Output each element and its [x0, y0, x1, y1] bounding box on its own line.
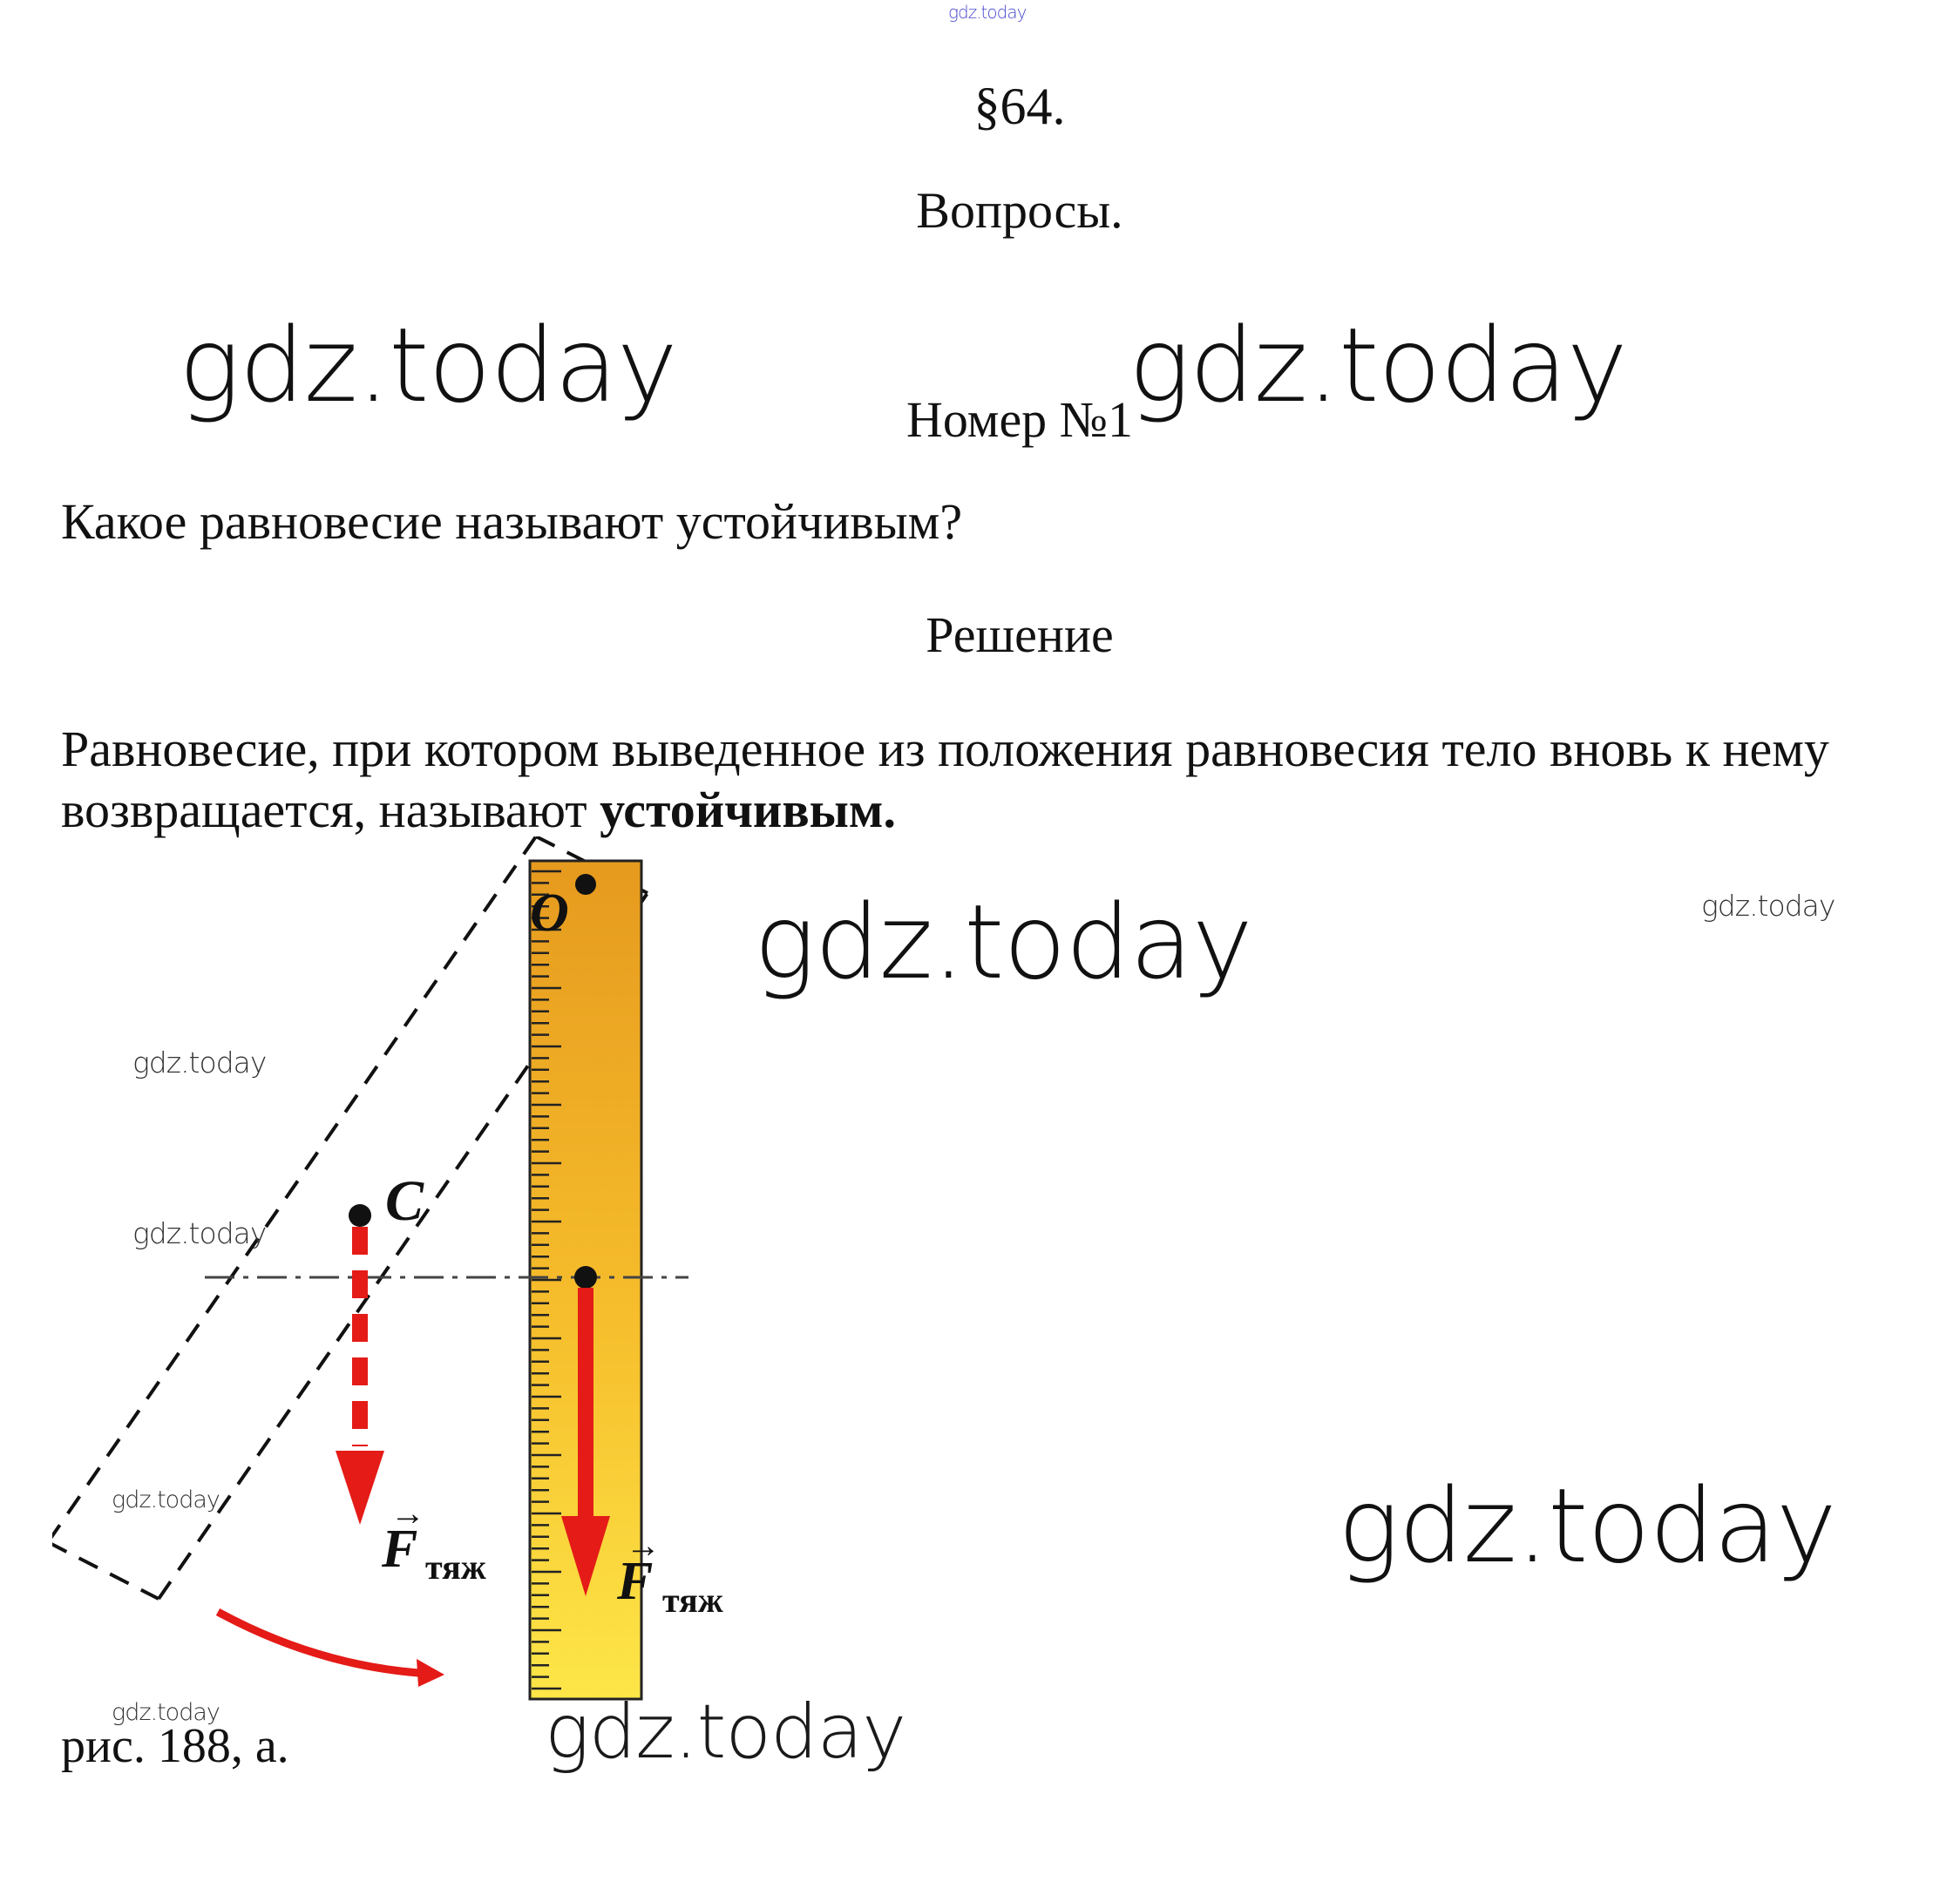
watermark-8: gdz.today [1338, 1466, 1836, 1586]
rotation-arrow [218, 1612, 418, 1673]
pivot-point [575, 874, 596, 895]
watermark-3: gdz.today [754, 882, 1252, 1002]
gravity-arrow-displaced [336, 1227, 384, 1525]
question-text: Какое равновесие называют устойчивым? [61, 493, 963, 550]
force-label-displaced: F [382, 1520, 418, 1579]
watermark-4: gdz.today [1701, 889, 1835, 923]
force-subscript-displaced: тяж [425, 1547, 486, 1587]
force-vector-mark: → [626, 1526, 661, 1565]
answer-bold: устойчивым. [600, 782, 896, 838]
force-label: F [617, 1552, 654, 1611]
force-vector-mark-displaced: → [390, 1493, 425, 1533]
watermark-top: gdz.today [948, 2, 1027, 23]
answer-main: Равновесие, при котором выведенное из положения равновесия тело вновь к нему возвращается, называют [61, 721, 1829, 838]
watermark-9: gdz.today [112, 1699, 220, 1726]
watermark-2: gdz.today [1129, 305, 1627, 425]
watermark-1: gdz.today [179, 305, 677, 425]
task-number: Номер №1 [905, 391, 1134, 448]
label-c: C [385, 1169, 424, 1233]
watermark-5: gdz.today [132, 1046, 267, 1080]
section-subtitle: Вопросы. [916, 182, 1123, 239]
label-o: O [530, 883, 569, 943]
solution-label: Решение [926, 606, 1114, 663]
center-of-mass-displaced [349, 1204, 371, 1227]
center-of-mass [574, 1266, 597, 1289]
answer-text [61, 719, 1943, 841]
figure-ruler [52, 836, 837, 1716]
section-number: §64. [973, 78, 1066, 135]
watermark-10: gdz.today [545, 1689, 906, 1776]
rotation-arrow-head [417, 1659, 444, 1687]
figure-caption: рис. 188, а. [61, 1719, 289, 1773]
watermark-7: gdz.today [112, 1486, 220, 1513]
force-subscript: тяж [662, 1581, 723, 1620]
watermark-6: gdz.today [132, 1216, 267, 1250]
